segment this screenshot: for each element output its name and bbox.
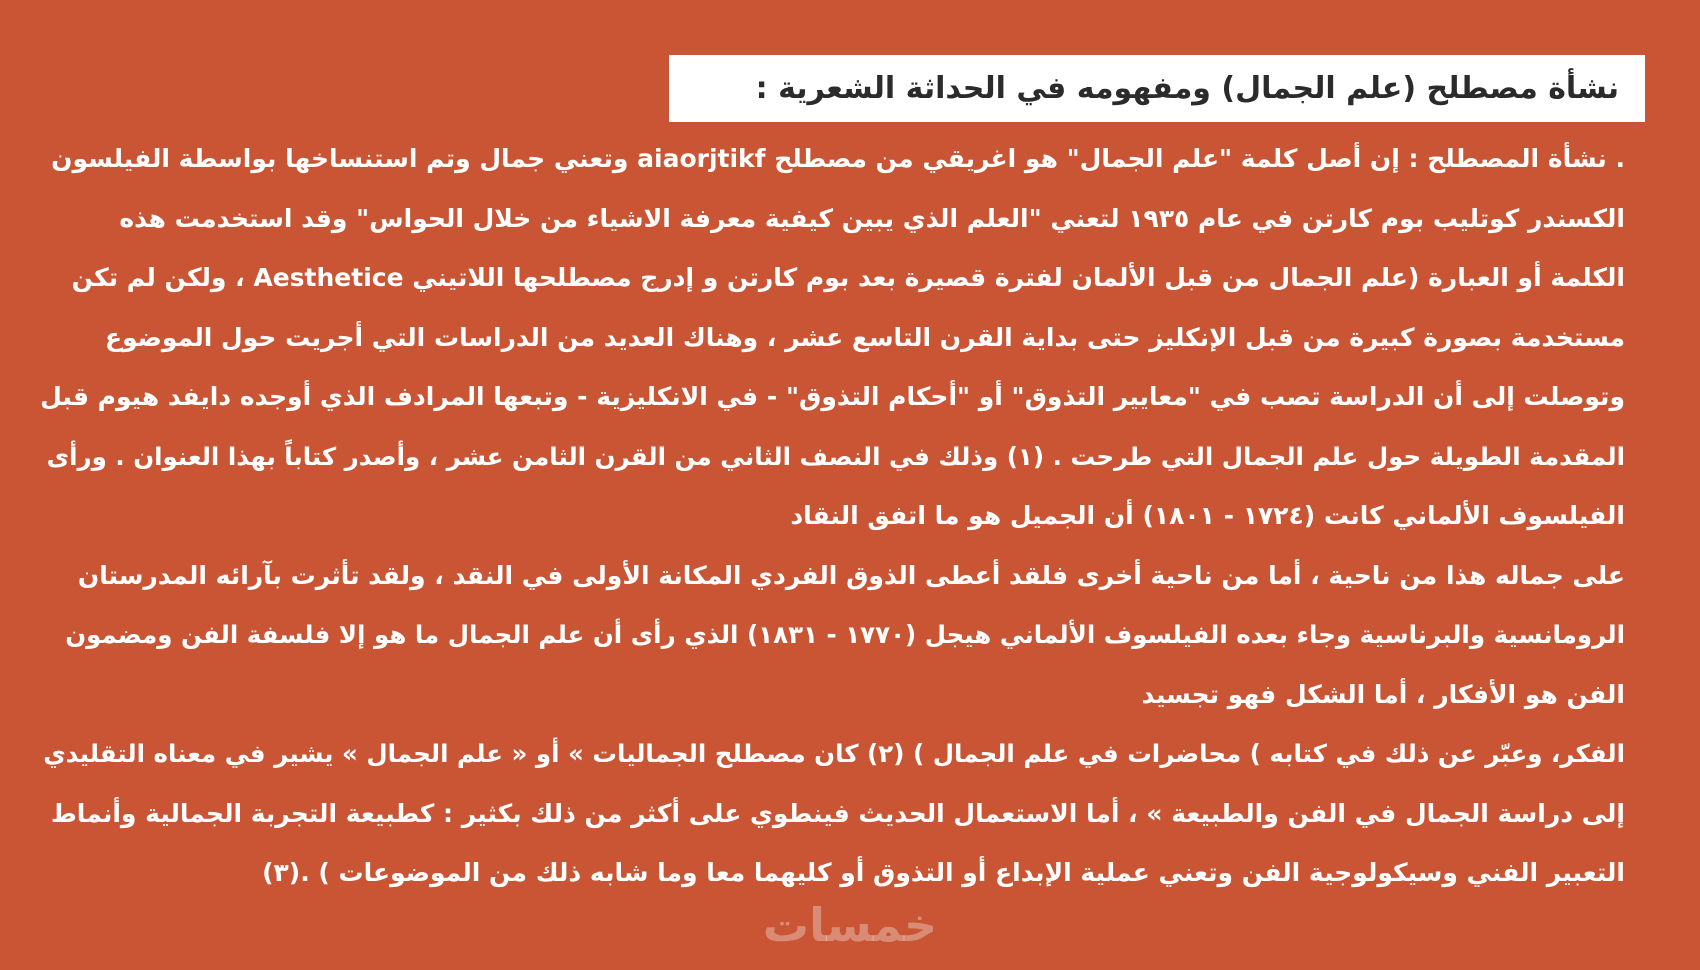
article-body — [40, 129, 1625, 903]
text-line: الرومانسية والبرناسية وجاء بعده الفيلسوف الألماني هيجل (١٧٧٠ - ١٨٣١) الذي رأى أن علم الجمال ما هو إلا فلسفة الفن ومضمون — [65, 620, 1625, 649]
text-line: على جماله هذا من ناحية ، أما من ناحية أخرى فلقد أعطى الذوق الفردي المكانة الأولى في النقد ، ولقد تأثرت بآرائه المدرستان — [77, 560, 1625, 590]
text-line: وتوصلت إلى أن الدراسة تصب في "معايير التذوق" أو "أحكام التذوق" - في الانكليزية - وتبعها المرادف الذي أوجده دايفد هيوم قبل — [40, 382, 1625, 411]
title-box — [669, 55, 1645, 122]
text-line: الكسندر كوتليب بوم كارتن في عام ١٩٣٥ لتعني "العلم الذي يبين كيفية معرفة الاشياء من خلال الحواس" وقد استخدمت هذه — [119, 203, 1625, 233]
text-line: الفكر، وعبّر عن ذلك في كتابه ) محاضرات في علم الجمال ) (٢) كان مصطلح الجماليات » أو « علم الجمال » يشير في معناه التقليدي — [43, 739, 1625, 768]
page-title: نشأة مصطلح (علم الجمال) ومفهومه في الحداثة الشعرية : — [755, 71, 1619, 106]
text-line: الكلمة أو العبارة (علم الجمال من قبل الألمان لفترة قصيرة بعد بوم كارتن و إدرج مصطلحها اللاتيني Aesthetice ، ولكن لم تكن — [71, 263, 1625, 292]
text-line: التعبير الفني وسيكولوجية الفن وتعني عملية الإبداع أو التذوق أو كليهما معا وما شابه ذلك من الموضوعات ) .(٣) — [262, 858, 1625, 887]
text-line: الفيلسوف الألماني كانت (١٧٢٤ - ١٨٠١) أن الجميل هو ما اتفق النقاد — [790, 501, 1625, 530]
watermark-logo: خمسات — [762, 898, 938, 952]
text-line: إلى دراسة الجمال في الفن والطبيعة » ، أما الاستعمال الحديث فينطوي على أكثر من ذلك بكثير : كطبيعة التجربة الجمالية وأنماط — [50, 798, 1625, 828]
text-line: . نشأة المصطلح : إن أصل كلمة "علم الجمال" هو اغريقي من مصطلح aiaorjtikf وتعني جمال وتم استنساخها بواسطة الفيلسون — [51, 144, 1625, 173]
text-line: المقدمة الطويلة حول علم الجمال التي طرحت . (١) وذلك في النصف الثاني من القرن الثامن عشر ، وأصدر كتاباً بهذا العنوان . ورأى — [46, 441, 1625, 471]
text-line: الفن هو الأفكار ، أما الشكل فهو تجسيد — [1141, 679, 1625, 709]
text-line: مستخدمة بصورة كبيرة من قبل الإنكليز حتى بداية القرن التاسع عشر ، وهناك العديد من الدراسات التي أجريت حول الموضوع — [105, 322, 1625, 352]
